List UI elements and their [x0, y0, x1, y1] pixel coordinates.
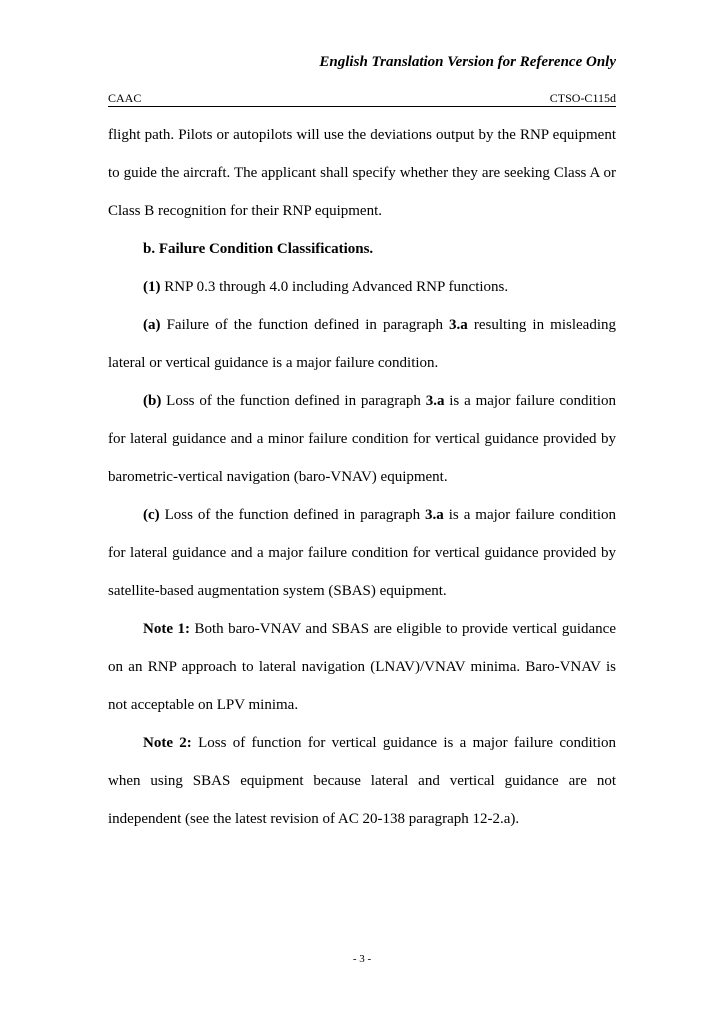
section-b-heading [108, 230, 616, 268]
header-right-document-id: CTSO-C115d [549, 91, 616, 105]
item-a-reference: 3.a [449, 317, 468, 333]
page-number: - 3 - [352, 953, 372, 965]
item-a-text-1: Failure of the function defined in paragraph [160, 317, 450, 333]
item-b-text-2: is a major failure condition for lateral guidance and a minor failure condition for vertical guidance provided by barometric-vertical navigation (baro-VNAV) equipment. [108, 393, 616, 485]
translation-banner: English Translation Version for Reference Only [319, 54, 616, 70]
item-c-text-2: is a major failure condition for lateral guidance and a major failure condition for vertical guidance provided by satellite-based augmentation system (SBAS) equipment. [108, 507, 616, 599]
item-b-label: (b) [143, 393, 162, 409]
item-1-label: (1) [143, 279, 161, 295]
item-a-text-2: resulting in misleading lateral or vertical guidance is a major failure condition. [108, 317, 616, 371]
item-c-reference: 3.a [425, 507, 444, 523]
running-header [108, 91, 616, 107]
note-1 [108, 610, 616, 724]
note-2-text: Loss of function for vertical guidance is a major failure condition when using SBAS equipment because lateral and vertical guidance are not independent (see the latest revision of AC 20-138 paragraph 12-2.a). [108, 735, 617, 827]
item-c-text-1: Loss of the function defined in paragraph [159, 507, 426, 523]
paragraph-continuation: flight path. Pilots or autopilots will use the deviations output by the RNP equipment to guide the aircraft. The applicant shall specify whether they are seeking Class A or Class B recognition for their RNP equipment. [108, 127, 616, 219]
note-1-text: Both baro-VNAV and SBAS are eligible to provide vertical guidance on an RNP approach to lateral navigation (LNAV)/VNAV minima. Baro-VNAV is not acceptable on LPV minima. [108, 621, 616, 713]
item-1-text: RNP 0.3 through 4.0 including Advanced RNP functions. [160, 279, 509, 295]
item-a [108, 306, 616, 382]
item-b-reference: 3.a [425, 393, 445, 409]
item-a-label: (a) [143, 317, 161, 333]
item-c-label: (c) [143, 507, 160, 523]
section-b-heading-text: b. Failure Condition Classifications. [143, 241, 374, 257]
item-b [108, 382, 616, 496]
item-b-text-1: Loss of the function defined in paragraph [161, 393, 426, 409]
item-c [108, 496, 616, 610]
document-body [108, 116, 616, 838]
header-left-caac: CAAC [108, 91, 142, 105]
note-1-label: Note 1: [143, 621, 190, 637]
note-2-label: Note 2: [143, 735, 192, 751]
note-2 [108, 724, 616, 838]
item-1 [108, 268, 616, 306]
